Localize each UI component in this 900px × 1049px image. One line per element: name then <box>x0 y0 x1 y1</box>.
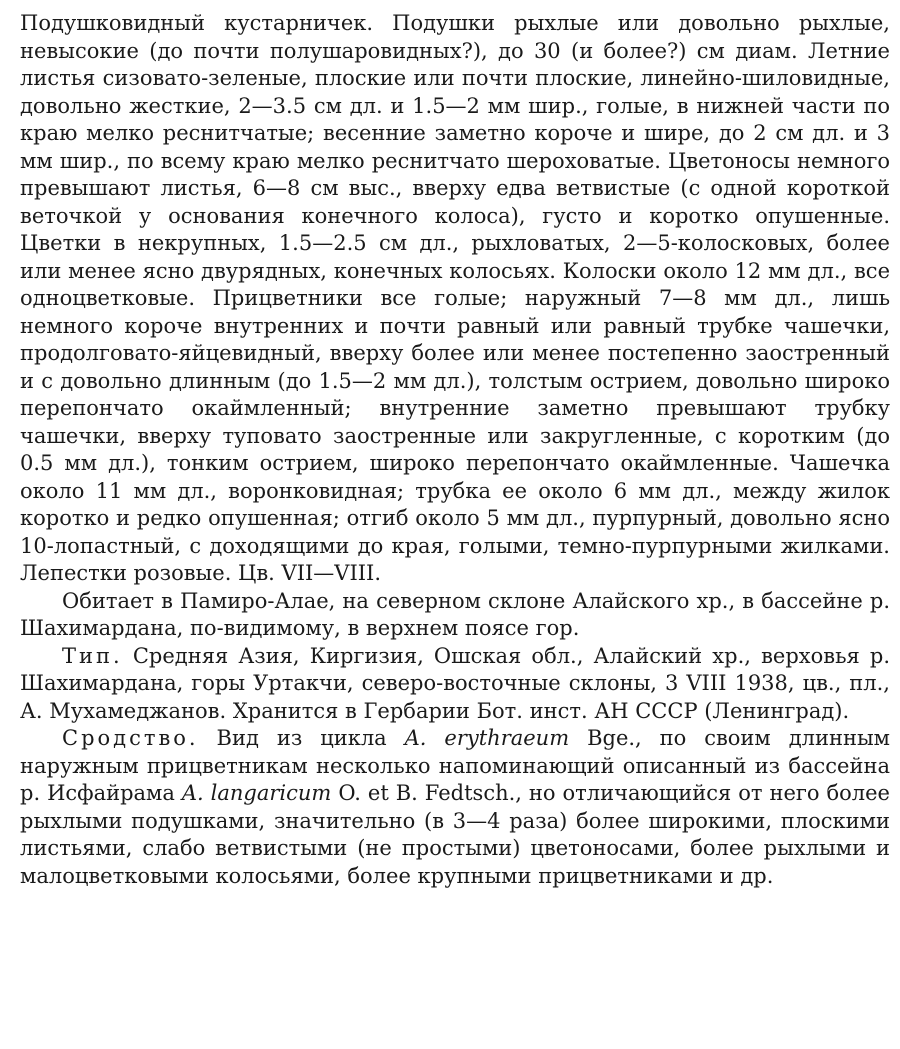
description-paragraph: Подушковидный кустарничек. Подушки рыхлые или довольно рыхлые, невысокие (до почти полушаровидных?), до 30 (и более?) см диам. Летние листья сизовато-зеленые, плоские или почти плоские, линейно-шиловидные, довольно жесткие, 2—3.5 см дл. и 1.5—2 мм шир., голые, в нижней части по краю мелко реснитчатые; весенние заметно короче и шире, до 2 см дл. и 3 мм шир., по всему краю мелко реснитчато шероховатые. Цветоносы немного превышают листья, 6—8 см выс., вверху едва ветвистые (с одной короткой веточкой у основания конечного колоса), густо и коротко опушенные. Цветки в некрупных, 1.5—2.5 см дл., рыхловатых, 2—5-колосковых, более или менее ясно двурядных, конечных колосьях. Колоски около 12 мм дл., все одноцветковые. Прицветники все голые; наружный 7—8 мм дл., лишь немного короче внутренних и почти равный или равный трубке чашечки, продолговато-яйцевидный, вверху более или менее постепенно заостренный и с довольно длинным (до 1.5—2 мм дл.), толстым острием, довольно широко перепончато окаймленный; внутренние заметно превышают трубку чашечки, вверху туповато заостренные или закругленные, с коротким (до 0.5 мм дл.), тонким острием, широко перепончато окаймленные. Чашечка около 11 мм дл., воронковидная; трубка ее около 6 мм дл., между жилок коротко и редко опушенная; отгиб около 5 мм дл., пурпурный, довольно ясно 10-лопастный, с доходящими до края, голыми, темно-пурпурными жилками. Лепестки розовые. Цв. VII—VIII. <box>20 11 890 585</box>
habitat-paragraph: Обитает в Памиро-Алае, на северном склоне Алайского хр., в бассейне р. Шахимардана, по-видимому, в верхнем поясе гор. <box>20 588 890 640</box>
affinity-text-1: Вид из цикла <box>216 726 387 750</box>
species-name-langaricum: A. langaricum <box>181 781 332 805</box>
affinity-label: Сродство. <box>62 726 199 750</box>
type-label: Тип. <box>62 643 123 668</box>
type-paragraph <box>20 643 890 726</box>
affinity-text-3: O. et B. Fedtsch., но отличающийся от него более рыхлыми подушками, значительно (в 3—4 раза) более широкими, плоскими листьями, слабо ветвистыми (не простыми) цветоносами, более рыхлыми и малоцветковыми колосьями, более крупными прицветниками и др. <box>20 781 890 888</box>
document-page <box>20 10 890 890</box>
type-text: Средняя Азия, Киргизия, Ошская обл., Алайский хр., верховья р. Шахимардана, горы Уртакчи, северо-восточные склоны, 3 VIII 1938, цв., пл., А. Мухамеджанов. Хранится в Гербарии Бот. инст. АН СССР (Ленинград). <box>20 643 890 723</box>
affinity-text-2: Bge., по своим длинным наружным прицветникам несколько напоминающий описанный из бассейна р. Исфайрама <box>20 726 890 805</box>
species-name-erythraeum: A. erythraeum <box>404 726 570 750</box>
affinity-paragraph <box>20 725 890 890</box>
